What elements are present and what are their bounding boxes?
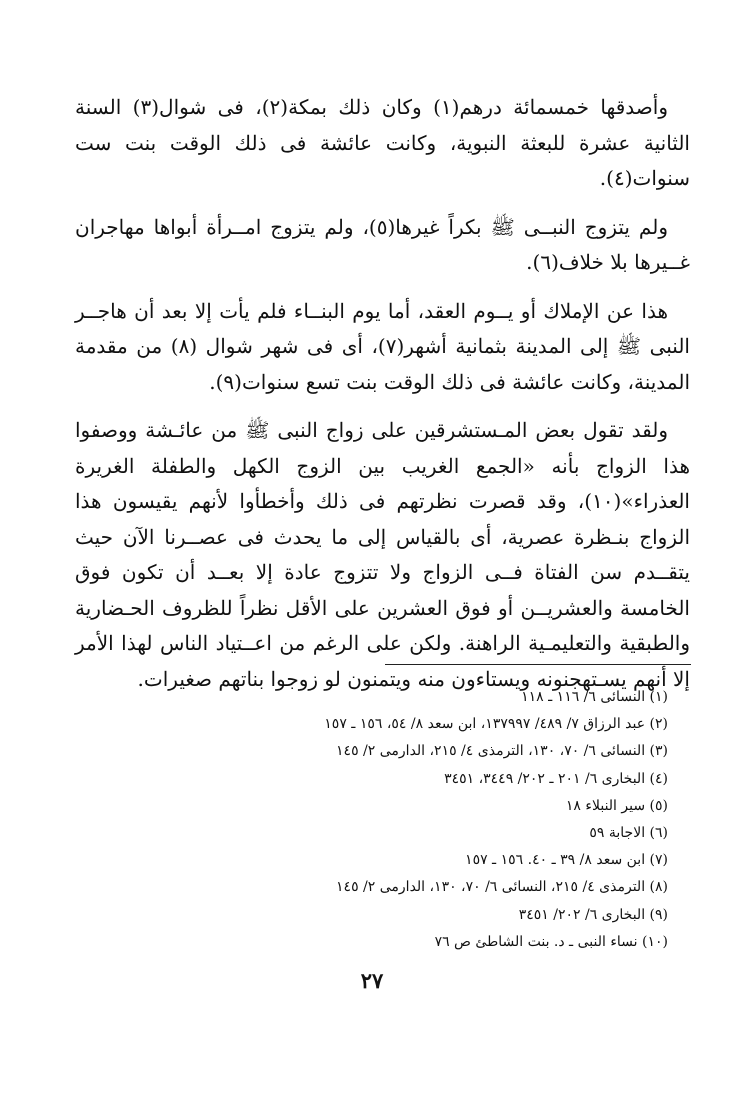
paragraph-3: هذا عن الإملاك أو يــوم العقد، أما يوم البنــاء فلم يأت إلا بعد أن هاجــر النبى ﷺ إلى المدينة بثمانية أشهر(٧)، أى فى شهر شوال (٨) من مقدمة المدينة، وكانت عائشة فى ذلك الوقت بنت تسع سنوات(٩). xyxy=(75,298,690,394)
footnote-7: (٧) ابن سعد ٨/ ٣٩ ـ ٤٠. ١٥٦ ـ ١٥٧ xyxy=(465,852,668,869)
body-text xyxy=(75,90,690,710)
footnote-9: (٩) البخارى ٦/ ٢٠٢/ ٣٤٥١ xyxy=(518,906,668,923)
footnote-1: (١) النسائى ٦/ ١١٦ ـ ١١٨ xyxy=(521,689,668,705)
footnote-10: (١٠) نساء النبى ـ د. بنت الشاطئ ص ٧٦ xyxy=(434,933,668,950)
footnotes xyxy=(100,684,668,956)
paragraph-4: ولقد تقول بعض المـستشرقين على زواج النبى ﷺ من عائـشة ووصفوا هذا الزواج بأنه «الجمع الغريب بين الزوج الكهل والطفلة الغريرة العذراء»(١٠)، وقد قصرت نظرتهم فى ذلك وأخطأوا لأنهم يقيسون هذا الزواج بنـظرة عصرية، أى بالقياس إلى ما يحدث فى عصــرنا الآن حيث يتقــدم سن الفتاة فــى الزواج ولا تتزوج عادة إلا بعــد أن تكون فوق الخامسة والعشريــن أو فوق العشرين على الأقل نظراً للظروف الحـضارية والطبقية والتعليمـية الراهنة. ولكن على الرغم من اعــتياد الناس لهذا الأمر إلا أنهم يسـتهجنونه ويستاءون منه ويتمنون لو زوجوا بناتهم صغيرات. xyxy=(75,418,690,691)
paragraph-2: ولم يتزوج النبــى ﷺ بكراً غيرها(٥)، ولم يتزوج امــرأة أبواها مهاجران غــيرها بلا خلاف(٦). xyxy=(75,214,690,274)
footnote-5: (٥) سير النبلاء ١٨ xyxy=(565,797,668,814)
paragraph-1: وأصدقها خمسمائة درهم(١) وكان ذلك بمكة(٢)، فى شوال(٣) السنة الثانية عشرة للبعثة النبوية، وكانت عائشة فى ذلك الوقت بنت ست سنوات(٤). xyxy=(75,95,690,190)
footnote-3: (٣) النسائى ٦/ ٧٠، ١٣٠، الترمذى ٤/ ٢١٥، الدارمى ٢/ ١٤٥ xyxy=(336,743,668,760)
page-number: ٢٧ xyxy=(360,968,384,993)
footnote-2: (٢) عبد الرزاق ٧/ ٤٨٩/ ١٣٧٩٩٧، ابن سعد ٨/ ٥٤، ١٥٦ ـ ١٥٧ xyxy=(324,716,668,733)
footnote-4: (٤) البخارى ٦/ ٢٠١ ـ ٢٠٢/ ٣٤٤٩، ٣٤٥١ xyxy=(444,770,668,787)
footnote-8: (٨) الترمذى ٤/ ٢١٥، النسائى ٦/ ٧٠، ١٣٠، الدارمى ٢/ ١٤٥ xyxy=(336,879,668,896)
footnote-divider xyxy=(385,664,691,665)
footnote-6: (٦) الاجابة ٥٩ xyxy=(589,825,668,842)
